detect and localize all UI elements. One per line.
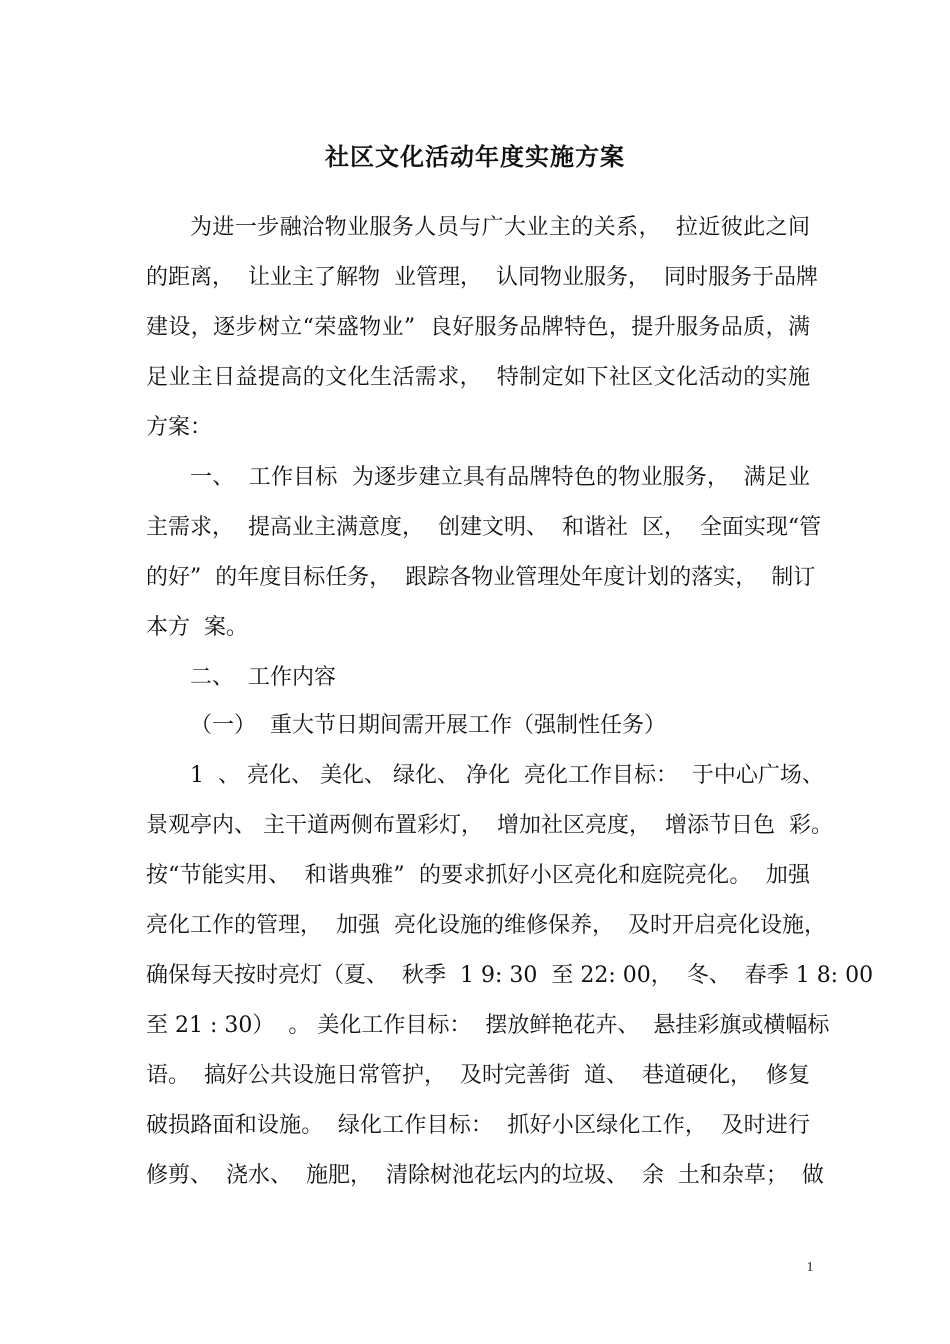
page-number: 1	[806, 1260, 814, 1275]
body-line: 1 、 亮化、 美化、 绿化、 净化 亮化工作目标： 于中心广场、	[190, 763, 824, 788]
body-line: 足业主日益提高的文化生活需求， 特制定如下社区文化活动的实施	[146, 365, 810, 390]
body-line: 方案：	[146, 415, 213, 440]
body-line: 的好” 的年度目标任务， 跟踪各物业管理处年度计划的落实， 制订	[146, 565, 816, 590]
body-line: 按“节能实用、 和谐典雅” 的要求抓好小区亮化和庭院亮化。 加强	[146, 863, 810, 888]
body-line: 主需求， 提高业主满意度， 创建文明、 和谐社 区， 全面实现“管	[146, 515, 822, 540]
section-heading-content: 二、 工作内容	[190, 665, 336, 690]
body-line: 为进一步融洽物业服务人员与广大业主的关系， 拉近彼此之间	[190, 215, 810, 240]
body-line: 建设，逐步树立“荣盛物业” 良好服务品牌特色，提升服务品质，满	[146, 315, 810, 340]
body-line: 景观亭内、 主干道两侧布置彩灯， 增加社区亮度， 增添节日色 彩。	[146, 813, 833, 838]
body-line: 的距离， 让业主了解物 业管理， 认同物业服务， 同时服务于品牌	[146, 265, 818, 290]
body-line: 破损路面和设施。 绿化工作目标： 抓好小区绿化工作， 及时进行	[146, 1113, 810, 1138]
body-line: 修剪、 浇水、 施肥， 清除树池花坛内的垃圾、 余 土和杂草； 做	[146, 1163, 824, 1188]
body-line: 至 21 : 30） 。 美化工作目标： 摆放鲜艳花卉、 悬挂彩旗或横幅标	[146, 1013, 830, 1038]
section-heading-goals: 一、 工作目标 为逐步建立具有品牌特色的物业服务， 满足业	[190, 465, 810, 490]
body-line: 亮化工作的管理， 加强 亮化设施的维修保养， 及时开启亮化设施，	[146, 913, 826, 938]
body-line: 语。 搞好公共设施日常管护， 及时完善街 道、 巷道硬化， 修复	[146, 1063, 810, 1088]
document-title: 社区文化活动年度实施方案	[325, 143, 625, 171]
subsection-heading: （一） 重大节日期间需开展工作（强制性任务）	[190, 713, 666, 738]
body-line: 确保每天按时亮灯（夏、 秋季 1 9: 30 至 22: 00， 冬、 春季 1 8: 00	[146, 963, 874, 988]
body-line: 本方 案。	[146, 615, 248, 640]
